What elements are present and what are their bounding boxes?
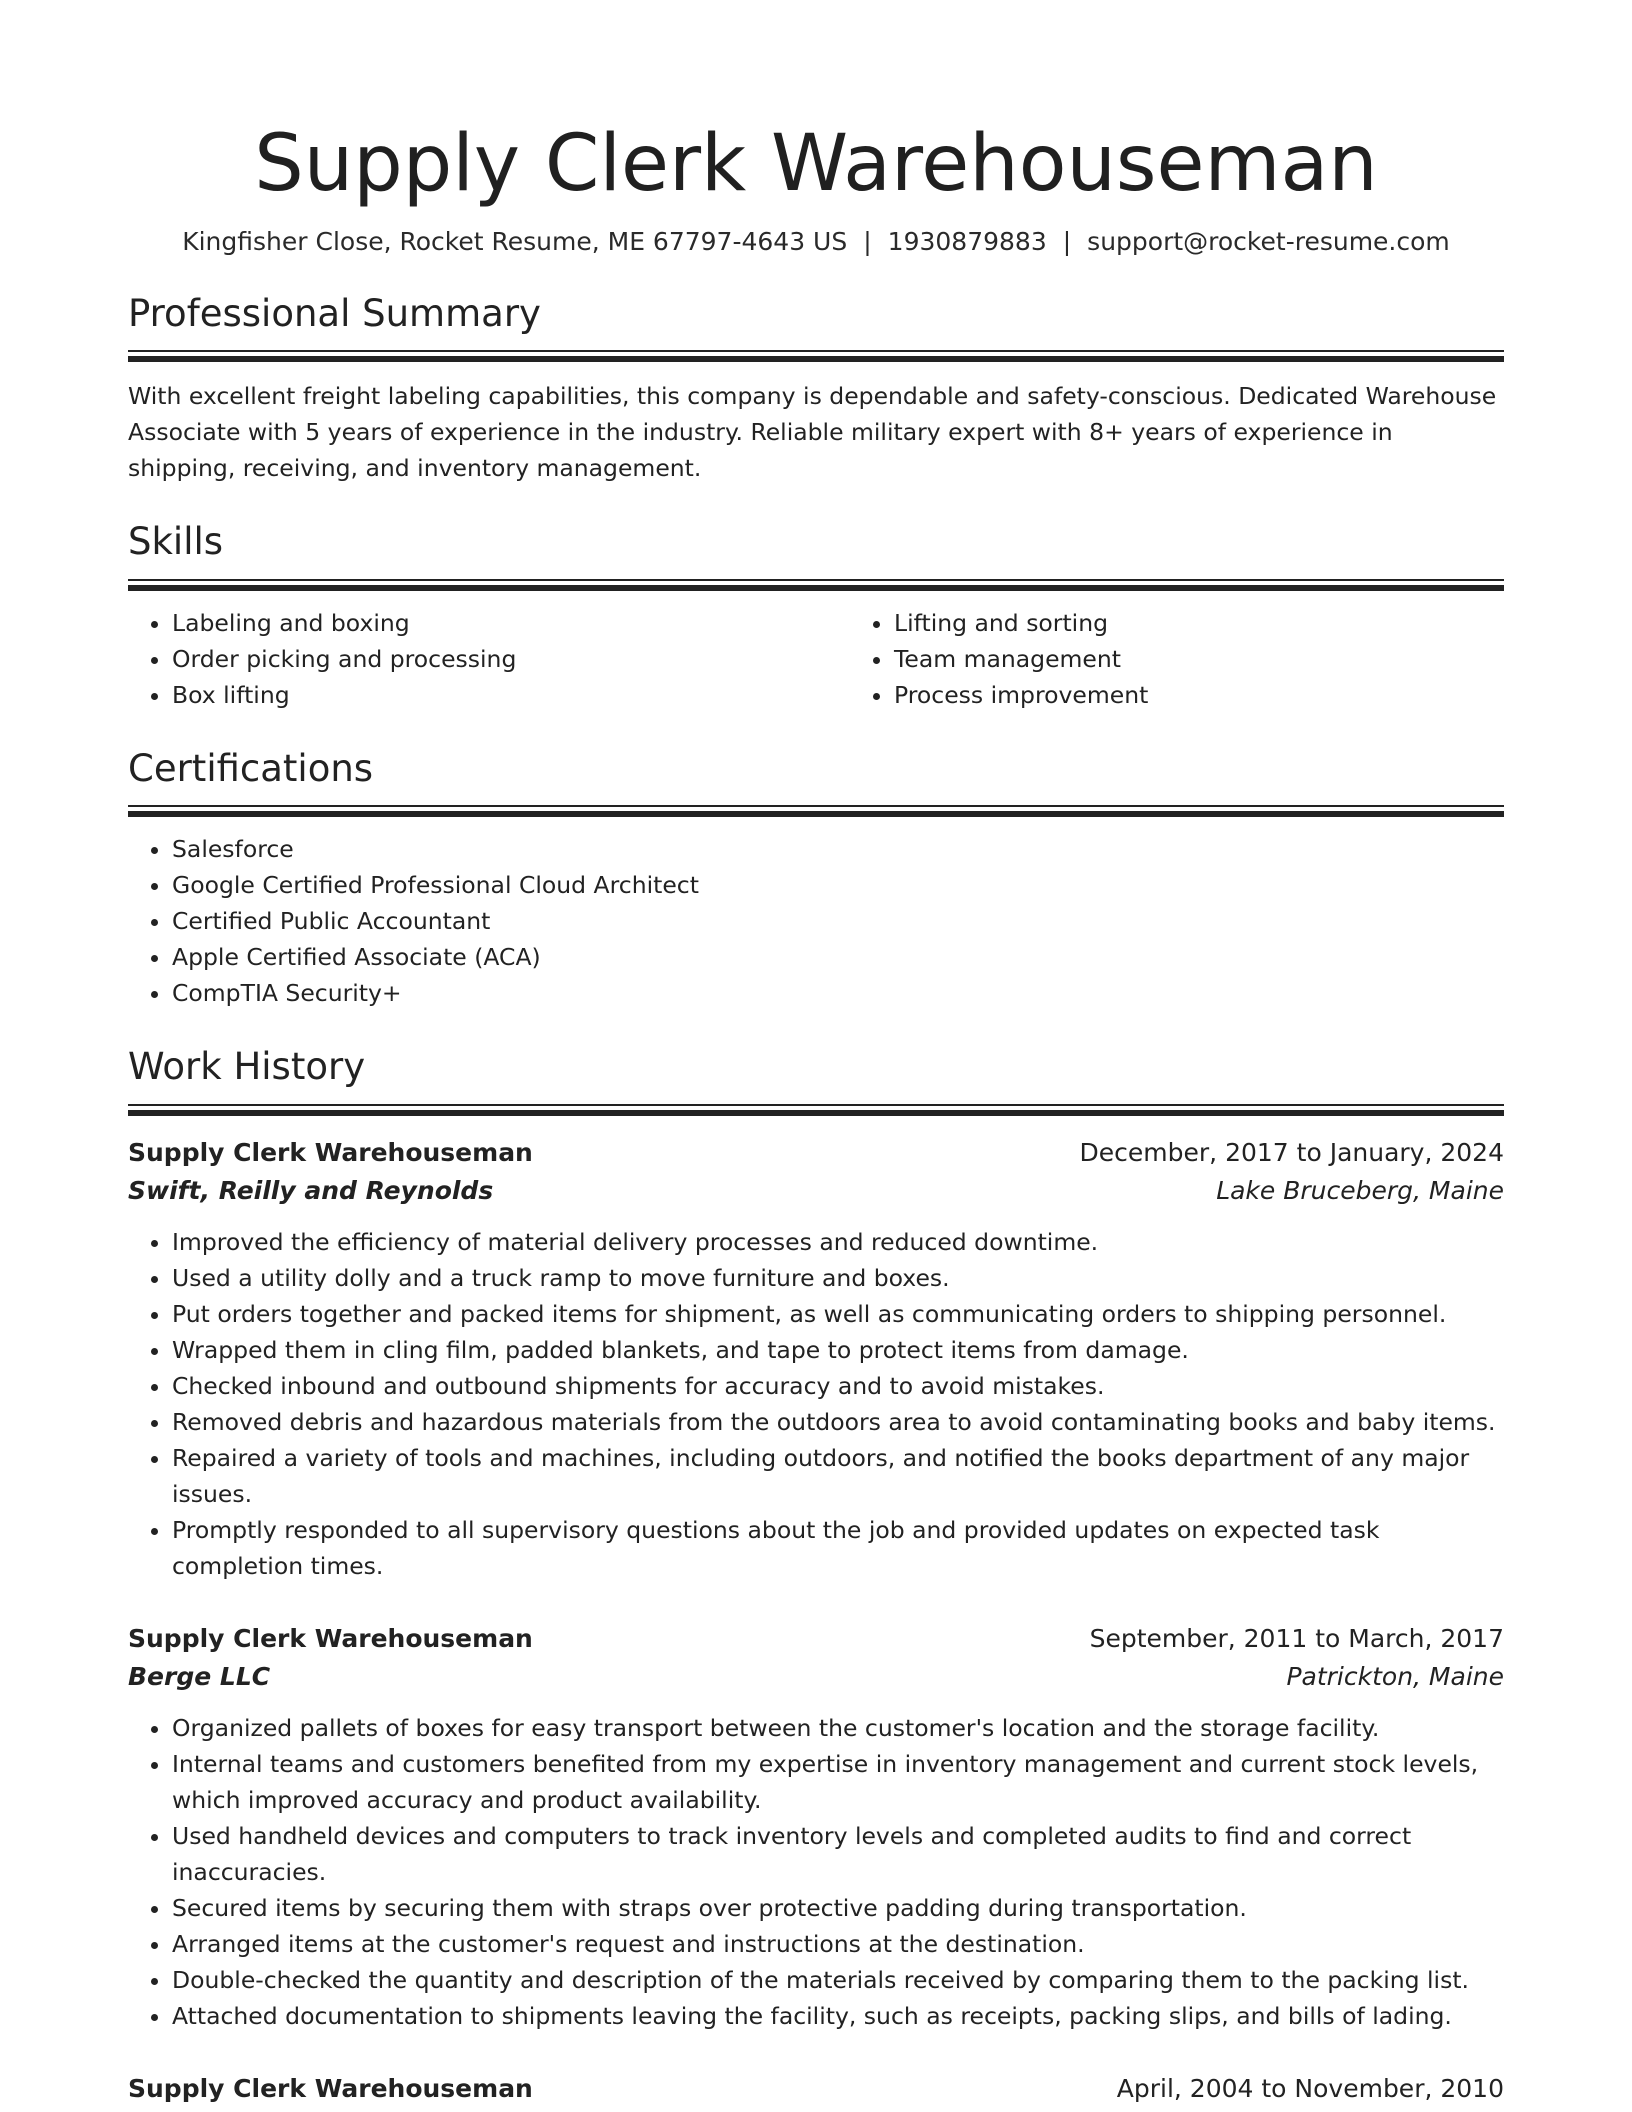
job-bullet: • Double-checked the quantity and description of the materials received by comparing them to the packing list. <box>172 1962 1504 1998</box>
contact-phone: 1930879883 <box>887 226 1047 256</box>
job-title: Supply Clerk Warehouseman <box>128 1137 533 1167</box>
summary-text: With excellent freight labeling capabilities, this company is dependable and safety-conscious. Dedicated Warehouse Associate with 5 years of experience in the industry. Reliable military expert with 8+ years of experience in shipping, receiving, and inventory management. <box>128 382 1497 483</box>
skills-column-right <box>850 605 1572 713</box>
section-divider <box>128 1104 1504 1116</box>
job-header-row <box>128 2070 1504 2108</box>
contact-separator: | <box>863 226 872 256</box>
skills-column-left <box>128 605 850 713</box>
section-divider <box>128 579 1504 591</box>
certification-item: • Certified Public Accountant <box>172 903 1504 939</box>
job-bullet: • Attached documentation to shipments leaving the facility, such as receipts, packing slips, and bills of lading. <box>172 1998 1504 2034</box>
contact-line <box>128 226 1504 259</box>
skills-grid <box>128 605 1504 713</box>
job-bullet: • Organized pallets of boxes for easy transport between the customer's location and the storage facility. <box>172 1710 1504 1746</box>
job-bullet: • Improved the efficiency of material delivery processes and reduced downtime. <box>172 1224 1504 1260</box>
certification-item: • Google Certified Professional Cloud Architect <box>172 867 1504 903</box>
job-bullets <box>128 1710 1504 2034</box>
job-title: Supply Clerk Warehouseman <box>128 2073 533 2103</box>
skill-item: • Process improvement <box>894 677 1572 713</box>
skill-item: • Box lifting <box>172 677 850 713</box>
certification-item: • CompTIA Security+ <box>172 975 1504 1011</box>
job-bullet: • Repaired a variety of tools and machines, including outdoors, and notified the books department of any major issues. <box>172 1440 1504 1512</box>
section-title-skills: Skills <box>128 520 224 564</box>
job-bullet: • Promptly responded to all supervisory questions about the job and provided updates on expected task completion times. <box>172 1512 1504 1584</box>
section-title-summary: Professional Summary <box>128 292 541 336</box>
job-bullet: • Wrapped them in cling film, padded blankets, and tape to protect items from damage. <box>172 1332 1504 1368</box>
job-bullet: • Internal teams and customers benefited from my expertise in inventory management and current stock levels, which improved accuracy and product availability. <box>172 1746 1504 1818</box>
job-header-row <box>128 1620 1504 1658</box>
skill-item: • Labeling and boxing <box>172 605 850 641</box>
job-dates: December, 2017 to January, 2024 <box>1079 1137 1504 1167</box>
job-company-row <box>128 1172 1504 1210</box>
section-title-work-history: Work History <box>128 1045 366 1089</box>
job-entry <box>128 1134 1504 1584</box>
resume-page <box>128 118 1504 2108</box>
resume-name: Supply Clerk Warehouseman <box>254 119 1378 209</box>
job-location: Patrickton, Maine <box>1286 1661 1504 1691</box>
job-location: Lake Bruceberg, Maine <box>1216 1175 1504 1205</box>
certifications-list <box>128 831 1504 1011</box>
job-entry <box>128 2070 1504 2108</box>
certification-item: • Apple Certified Associate (ACA) <box>172 939 1504 975</box>
job-title: Supply Clerk Warehouseman <box>128 1623 533 1653</box>
job-entry <box>128 1620 1504 2034</box>
job-bullet: • Removed debris and hazardous materials from the outdoors area to avoid contaminating books and baby items. <box>172 1404 1504 1440</box>
section-divider <box>128 350 1504 362</box>
job-bullet: • Checked inbound and outbound shipments for accuracy and to avoid mistakes. <box>172 1368 1504 1404</box>
contact-separator: | <box>1062 226 1072 256</box>
skill-item: • Order picking and processing <box>172 641 850 677</box>
certification-item: • Salesforce <box>172 831 1504 867</box>
job-company: Swift, Reilly and Reynolds <box>128 1175 494 1205</box>
job-company-row <box>128 1658 1504 1696</box>
section-title-certifications: Certifications <box>128 746 374 790</box>
job-dates: September, 2011 to March, 2017 <box>1089 1623 1504 1653</box>
job-bullet: • Used a utility dolly and a truck ramp to move furniture and boxes. <box>172 1260 1504 1296</box>
skill-item: • Lifting and sorting <box>894 605 1572 641</box>
job-dates: April, 2004 to November, 2010 <box>1116 2073 1504 2103</box>
job-bullet: • Secured items by securing them with straps over protective padding during transportation. <box>172 1890 1504 1926</box>
contact-address: Kingfisher Close, Rocket Resume, ME 67797-4643 US <box>182 226 848 256</box>
job-company: Berge LLC <box>128 1661 271 1691</box>
job-bullets <box>128 1224 1504 1584</box>
job-bullet: • Put orders together and packed items for shipment, as well as communicating orders to shipping personnel. <box>172 1296 1504 1332</box>
job-header-row <box>128 1134 1504 1172</box>
job-bullet: • Arranged items at the customer's request and instructions at the destination. <box>172 1926 1504 1962</box>
contact-email: support@rocket-resume.com <box>1087 226 1450 256</box>
job-bullet: • Used handheld devices and computers to track inventory levels and completed audits to find and correct inaccuracies. <box>172 1818 1504 1890</box>
section-divider <box>128 805 1504 817</box>
skill-item: • Team management <box>894 641 1572 677</box>
